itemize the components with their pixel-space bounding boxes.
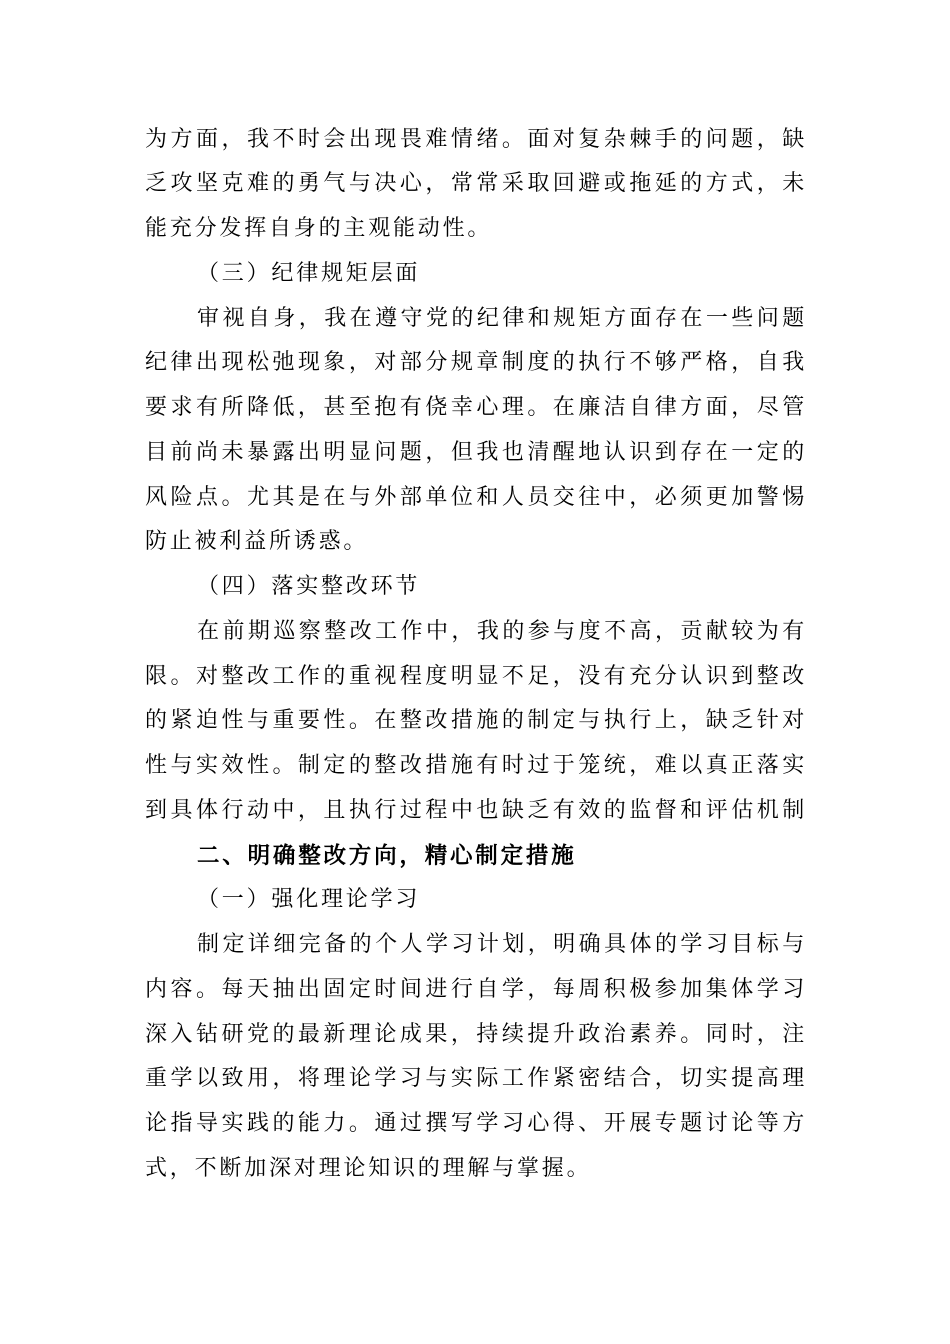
paragraph-line: 性与实效性。制定的整改措施有时过于笼统，难以真正落实 (145, 753, 807, 779)
paragraph-line: 防止被利益所诱惑。 (145, 529, 369, 555)
paragraph-line: 目前尚未暴露出明显问题，但我也清醒地认识到存在一定的 (145, 439, 807, 465)
subheading-rectification: （四）落实整改环节 (197, 574, 421, 600)
paragraph-theory-study (145, 923, 807, 1192)
paragraph-rectification (145, 610, 807, 834)
paragraph-line: 的紧迫性与重要性。在整改措施的制定与执行上，缺乏针对 (145, 708, 807, 734)
paragraph-line: 到具体行动中，且执行过程中也缺乏有效的监督和评估机制 (145, 797, 807, 823)
paragraph-avoidance-continued (145, 118, 807, 252)
section-title: 二、明确整改方向，精心制定措施 (197, 842, 577, 869)
paragraph-line: 为方面，我不时会出现畏难情绪。面对复杂棘手的问题，缺 (145, 126, 807, 152)
paragraph-line: 乏攻坚克难的勇气与决心，常常采取回避或拖延的方式，未 (145, 171, 807, 197)
paragraph-line: 式，不断加深对理论知识的理解与掌握。 (145, 1155, 592, 1181)
paragraph-line: 深入钻研党的最新理论成果，持续提升政治素养。同时，注 (145, 1021, 807, 1047)
paragraph-line: 纪律出现松弛现象，对部分规章制度的执行不够严格，自我 (145, 350, 807, 376)
paragraph-discipline (145, 297, 807, 566)
paragraph-line: 在前期巡察整改工作中，我的参与度不高，贡献较为有 (197, 618, 807, 644)
paragraph-line: 要求有所降低，甚至抱有侥幸心理。在廉洁自律方面，尽管 (145, 395, 807, 421)
paragraph-line: 风险点。尤其是在与外部单位和人员交往中，必须更加警惕 (145, 484, 807, 510)
paragraph-line: 限。对整改工作的重视程度明显不足，没有充分认识到整改 (145, 663, 807, 689)
paragraph-line: 重学以致用，将理论学习与实际工作紧密结合，切实提高理 (145, 1066, 807, 1092)
subheading-theory-study: （一）强化理论学习 (197, 887, 421, 913)
subheading-discipline: （三）纪律规矩层面 (197, 260, 421, 286)
document-body (145, 118, 807, 1192)
paragraph-line: 内容。每天抽出固定时间进行自学，每周积极参加集体学习 (145, 976, 807, 1002)
paragraph-line: 能充分发挥自身的主观能动性。 (145, 216, 493, 242)
paragraph-line: 制定详细完备的个人学习计划，明确具体的学习目标与 (197, 932, 807, 958)
paragraph-line: 审视自身，我在遵守党的纪律和规矩方面存在一些问题 (197, 305, 807, 331)
paragraph-line: 论指导实践的能力。通过撰写学习心得、开展专题讨论等方 (145, 1111, 807, 1137)
